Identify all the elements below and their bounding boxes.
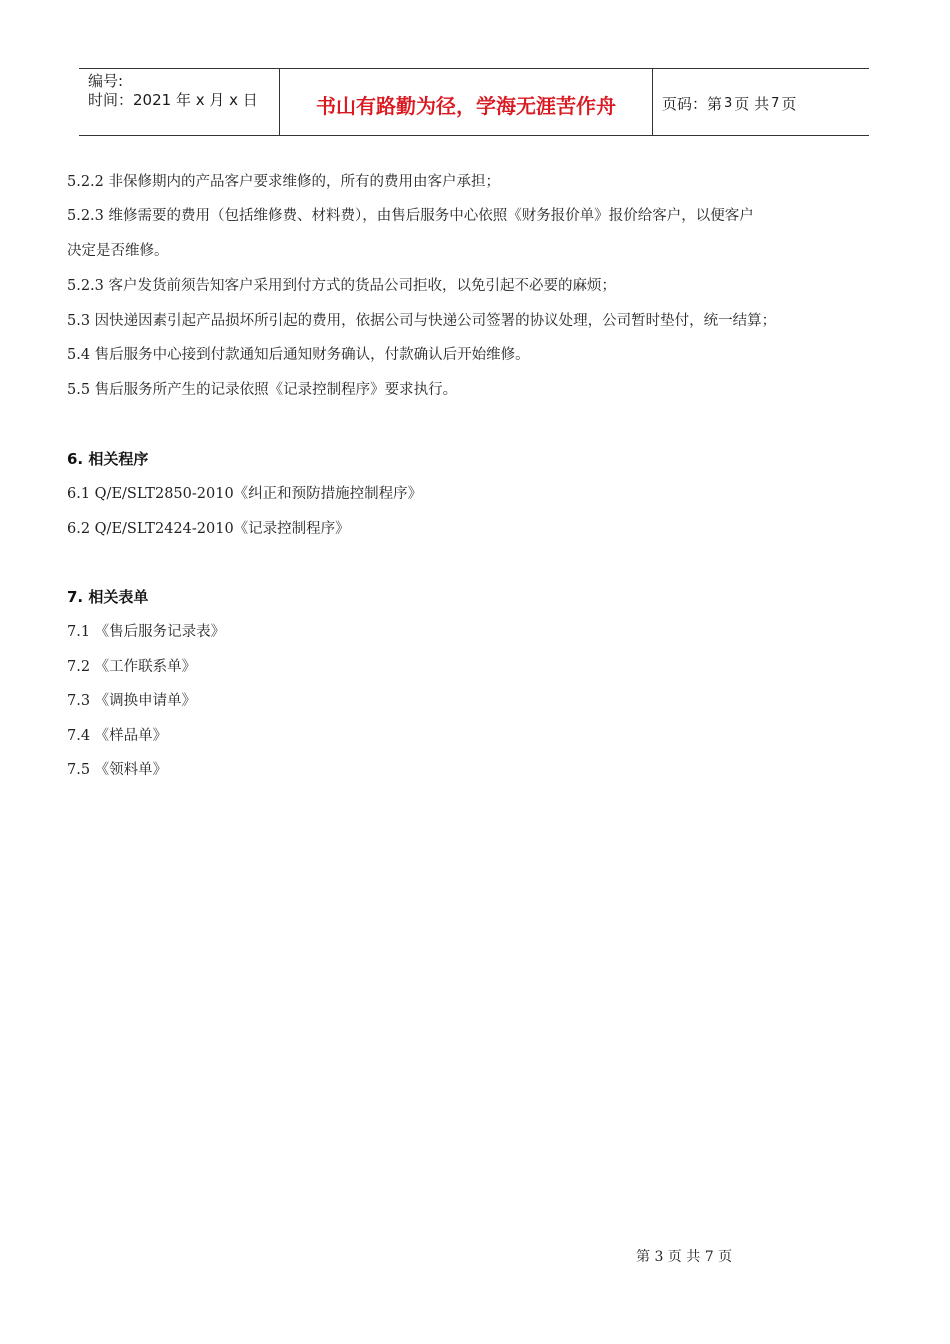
paragraph-5-3: 5.3 因快递因素引起产品损坏所引起的费用，依据公司与快递公司签署的协议处理，公司暂时垫付，统一结算； [67,313,777,329]
paragraph-5-5: 5.5 售后服务所产生的记录依照《记录控制程序》要求执行。 [67,382,458,398]
page-label-prefix: 页码：第 [662,94,723,113]
paragraph-7-2: 7.2 《工作联系单》 [67,659,197,675]
header-page-cell [653,69,869,135]
paragraph-6-1: 6.1 Q/E/SLT2850-2010《纠正和预防措施控制程序》 [67,486,423,502]
header-meta-cell [79,69,280,135]
header-motto: 书山有路勤为径，学海无涯苦作舟 [316,93,616,118]
page-footer: 第 3 页 共 7 页 [636,1249,733,1265]
paragraph-7-5: 7.5 《领料单》 [67,762,168,778]
section-heading-7: 7. 相关表单 [67,588,149,606]
header-motto-cell [280,69,653,135]
document-number-label: 编号: [88,72,124,90]
page-total: 7 [771,95,780,111]
paragraph-5-4: 5.4 售后服务中心接到付款通知后通知财务确认，付款确认后开始维修。 [67,347,530,363]
paragraph-6-2: 6.2 Q/E/SLT2424-2010《记录控制程序》 [67,521,350,537]
document-time-label: 时间：2021 年 x 月 x 日 [88,91,258,109]
paragraph-5-2-3b: 5.2.3 客户发货前须告知客户采用到付方式的货品公司拒收，以免引起不必要的麻烦； [67,278,617,294]
page-label-suffix: 页 [781,94,797,113]
paragraph-5-2-3a-line2: 决定是否维修。 [67,243,169,259]
paragraph-5-2-2: 5.2.2 非保修期内的产品客户要求维修的，所有的费用由客户承担； [67,174,501,190]
page-current: 3 [724,95,733,111]
header-table [79,68,869,136]
section-heading-6: 6. 相关程序 [67,450,149,468]
paragraph-5-2-3a-line1: 5.2.3 维修需要的费用（包括维修费、材料费），由售后服务中心依照《财务报价单》报价给客户，以便客户 [67,208,754,224]
page-label-mid: 页 共 [734,94,770,113]
paragraph-7-3: 7.3 《调换申请单》 [67,693,197,709]
paragraph-7-4: 7.4 《样品单》 [67,728,168,744]
paragraph-7-1: 7.1 《售后服务记录表》 [67,624,226,640]
